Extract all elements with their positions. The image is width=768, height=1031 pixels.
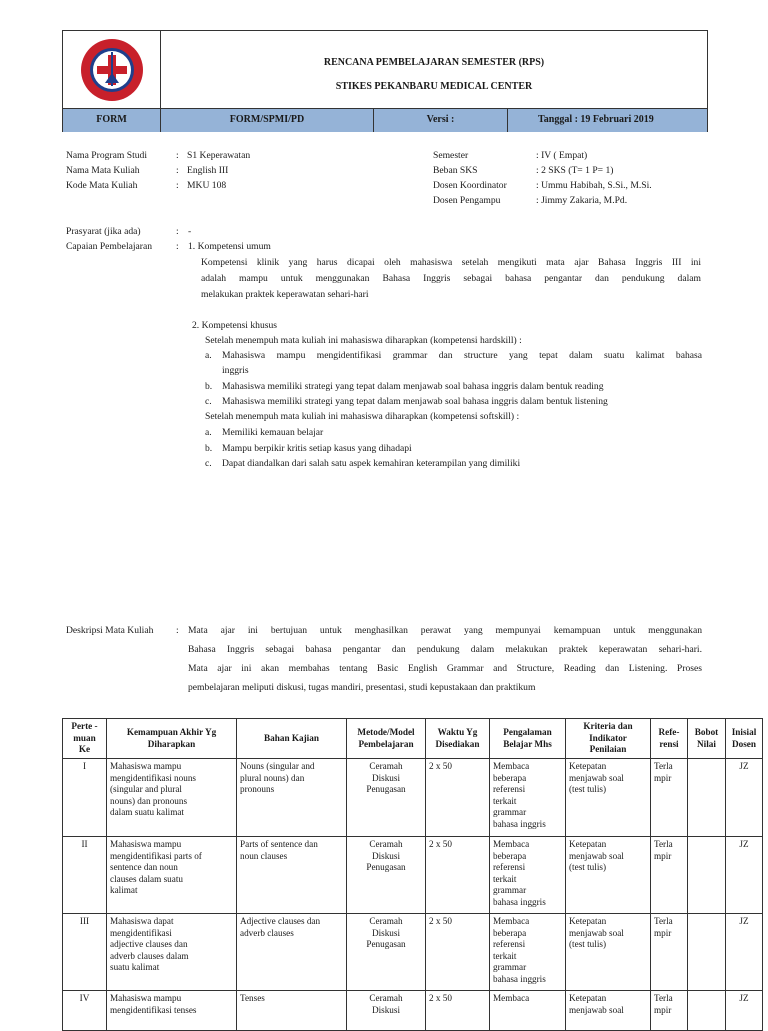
cell-referensi: Terla mpir [651,837,688,914]
cell-referensi: Terla mpir [651,759,688,837]
info-row-program [66,148,366,163]
info-label: Dosen Koordinator [433,180,507,191]
deskripsi-line: Mata ajar ini bertujuan untuk menghasilkan perawat yang mempunyai kemampuan untuk menggunakan [188,625,702,636]
form-code: FORM/SPMI/PD [161,109,374,132]
cell-pengalaman: Membaca [490,991,566,1031]
deskripsi-line: pembelajaran meliputi diskusi, tugas mandiri, presentasi, studi kepustakaan dan praktikum [188,682,536,693]
cell-pengalaman: Membaca beberapa referensi terkait grammar bahasa inggris [490,837,566,914]
info-value: S1 Keperawatan [187,150,251,161]
hardskill-mark: a. [205,350,212,361]
cell-referensi: Terla mpir [651,914,688,991]
cell-kemampuan: Mahasiswa mampu mengidentifikasi nouns (singular and plural nouns) dan pronouns dalam suatu kalimat [107,759,237,837]
cell-referensi: Terla mpir [651,991,688,1031]
hardskill-mark: b. [205,381,213,392]
cell-pertemuan: II [63,837,107,914]
tanggal-label: Tanggal : 19 Februari 2019 [538,114,654,125]
softskill-item: Mampu berpikir kritis setiap kasus yang dihadapi [222,443,412,454]
cell-inisial: JZ [726,837,763,914]
kompetensi-khusus-title: 2. Kompetensi khusus [192,320,278,331]
institution-name: STIKES PEKANBARU MEDICAL CENTER [335,81,533,92]
softskill-intro: Setelah menempuh mata kuliah ini mahasiswa diharapkan (kompetensi softskill) : [205,411,520,422]
info-label: Kode Mata Kuliah [66,180,138,191]
cell-metode: Ceramah Diskusi [347,991,426,1031]
info-value: : Ummu Habibah, S.Si., M.Si. [536,180,652,191]
column-header-bobot: Bobot Nilai [688,719,726,759]
hardskill-mark: c. [205,396,212,407]
table-row [63,759,763,837]
cell-metode: Ceramah Diskusi Penugasan [347,759,426,837]
cell-metode: Ceramah Diskusi Penugasan [347,914,426,991]
cell-bahan-kajian: Adjective clauses dan adverb clauses [237,914,347,991]
column-header-kemampuan: Kemampuan Akhir Yg Diharapkan [107,719,237,759]
deskripsi-line: Mata ajar ini akan membahas tentang Basic English Grammar and Structure, Reading dan Listening. Proses [188,663,702,674]
softskill-item: Dapat diandalkan dari salah satu aspek kemahiran keterampilan yang dimiliki [222,458,521,469]
cell-kemampuan: Mahasiswa dapat mengidentifikasi adjective clauses dan adverb clauses dalam suatu kalimat [107,914,237,991]
column-header-kriteria: Kriteria dan Indikator Penilaian [566,719,651,759]
form-label: FORM [63,109,161,132]
column-header-bahan-kajian: Bahan Kajian [237,719,347,759]
cell-inisial: JZ [726,991,763,1031]
capaian-sep: : [176,241,179,252]
hardskill-item: Mahasiswa mampu mengidentifikasi grammar dan structure yang tepat dalam suatu kalimat bahasa [222,350,702,361]
info-value: English III [187,165,229,176]
info-row-sks [433,163,723,178]
cell-bobot [688,991,726,1031]
table-header-row [63,719,763,759]
info-label: Dosen Pengampu [433,195,501,206]
medical-cross-logo-icon [79,37,145,103]
course-info-left [66,148,366,193]
cell-kriteria: Ketepatan menjawab soal (test tulis) [566,837,651,914]
prasyarat-label: Prasyarat (jika ada) [66,226,141,237]
cell-kriteria: Ketepatan menjawab soal [566,991,651,1031]
table-row [63,991,763,1031]
hardskill-item-cont: inggris [222,365,249,376]
cell-bobot [688,914,726,991]
table-row [63,914,763,991]
cell-pertemuan: III [63,914,107,991]
info-row-mata-kuliah [66,163,366,178]
deskripsi-line: Bahasa Inggris sebagai bahasa pengantar dan pendukung dalam melakukan praktek keperawatan sehari-hari. [188,644,702,655]
cell-bahan-kajian: Tenses [237,991,347,1031]
info-value: MKU 108 [187,180,227,191]
kompetensi-umum-line: Kompetensi klinik yang harus dicapai oleh mahasiswa setelah mengikuti mata ajar Bahasa Inggris III ini [201,257,701,268]
versi-label: Versi : [374,109,508,132]
prasyarat-sep: : [176,226,179,237]
softskill-item: Memiliki kemauan belajar [222,427,324,438]
cell-waktu: 2 x 50 [426,759,490,837]
info-row-koordinator [433,178,723,193]
prasyarat-value: - [188,226,192,237]
cell-pengalaman: Membaca beberapa referensi terkait grammar bahasa inggris [490,759,566,837]
cell-kemampuan: Mahasiswa mampu mengidentifikasi parts of sentence dan noun clauses dalam suatu kalimat [107,837,237,914]
cell-pengalaman: Membaca beberapa referensi terkait grammar bahasa inggris [490,914,566,991]
cell-metode: Ceramah Diskusi Penugasan [347,837,426,914]
softskill-mark: c. [205,458,212,469]
info-label: Semester [433,150,469,161]
column-header-metode: Metode/Model Pembelajaran [347,719,426,759]
info-sep: : [176,180,179,191]
info-sep: : [176,165,179,176]
institution-logo [63,31,161,108]
cell-waktu: 2 x 50 [426,837,490,914]
table-row [63,837,763,914]
deskripsi-sep: : [176,625,179,636]
column-header-referensi: Refe- rensi [651,719,688,759]
column-header-waktu: Waktu Yg Disediakan [426,719,490,759]
hardskill-item: Mahasiswa memiliki strategi yang tepat dalam menjawab soal bahasa inggris dalam bentuk reading [222,381,604,392]
info-row-semester [433,148,723,163]
cell-bobot [688,837,726,914]
cell-inisial: JZ [726,914,763,991]
info-row-kode [66,178,366,193]
deskripsi-label: Deskripsi Mata Kuliah [66,625,154,636]
cell-bahan-kajian: Nouns (singular and plural nouns) dan pronouns [237,759,347,837]
hardskill-intro: Setelah menempuh mata kuliah ini mahasiswa diharapkan (kompetensi hardskill) : [205,335,522,346]
cell-waktu: 2 x 50 [426,991,490,1031]
cell-bobot [688,759,726,837]
capaian-label: Capaian Pembelajaran [66,241,153,252]
info-label: Nama Mata Kuliah [66,165,140,176]
document-header [62,30,708,132]
form-info-row [63,108,707,132]
course-info-right [433,148,723,208]
document-title-block [161,31,707,108]
document-title: RENCANA PEMBELAJARAN SEMESTER (RPS) [323,57,545,68]
cell-waktu: 2 x 50 [426,914,490,991]
info-label: Beban SKS [433,165,478,176]
cell-pertemuan: IV [63,991,107,1031]
cell-pertemuan: I [63,759,107,837]
info-value: : Jimmy Zakaria, M.Pd. [536,195,628,206]
softskill-mark: b. [205,443,213,454]
cell-bahan-kajian: Parts of sentence dan noun clauses [237,837,347,914]
column-header-pertemuan: Perte - muan Ke [63,719,107,759]
rps-table [62,718,763,1031]
info-value: : 2 SKS (T= 1 P= 1) [536,165,614,176]
cell-inisial: JZ [726,759,763,837]
cell-kriteria: Ketepatan menjawab soal (test tulis) [566,914,651,991]
info-value: : IV ( Empat) [536,150,588,161]
cell-kemampuan: Mahasiswa mampu mengidentifikasi tenses [107,991,237,1031]
cell-kriteria: Ketepatan menjawab soal (test tulis) [566,759,651,837]
info-row-pengampu [433,193,723,208]
hardskill-item: Mahasiswa memiliki strategi yang tepat dalam menjawab soal bahasa inggris dalam bentuk listening [222,396,608,407]
info-sep: : [176,150,179,161]
kompetensi-umum-line: melakukan praktek keperawatan sehari-hari [201,289,369,300]
column-header-pengalaman: Pengalaman Belajar Mhs [490,719,566,759]
softskill-mark: a. [205,427,212,438]
column-header-inisial: Inisial Dosen [726,719,763,759]
info-label: Nama Program Studi [66,150,148,161]
kompetensi-umum-line: adalah mampu untuk menggunakan Bahasa Inggris sebagai bahasa pengantar dan pendukung dalam [201,273,701,284]
kompetensi-umum-title: 1. Kompetensi umum [188,241,271,252]
